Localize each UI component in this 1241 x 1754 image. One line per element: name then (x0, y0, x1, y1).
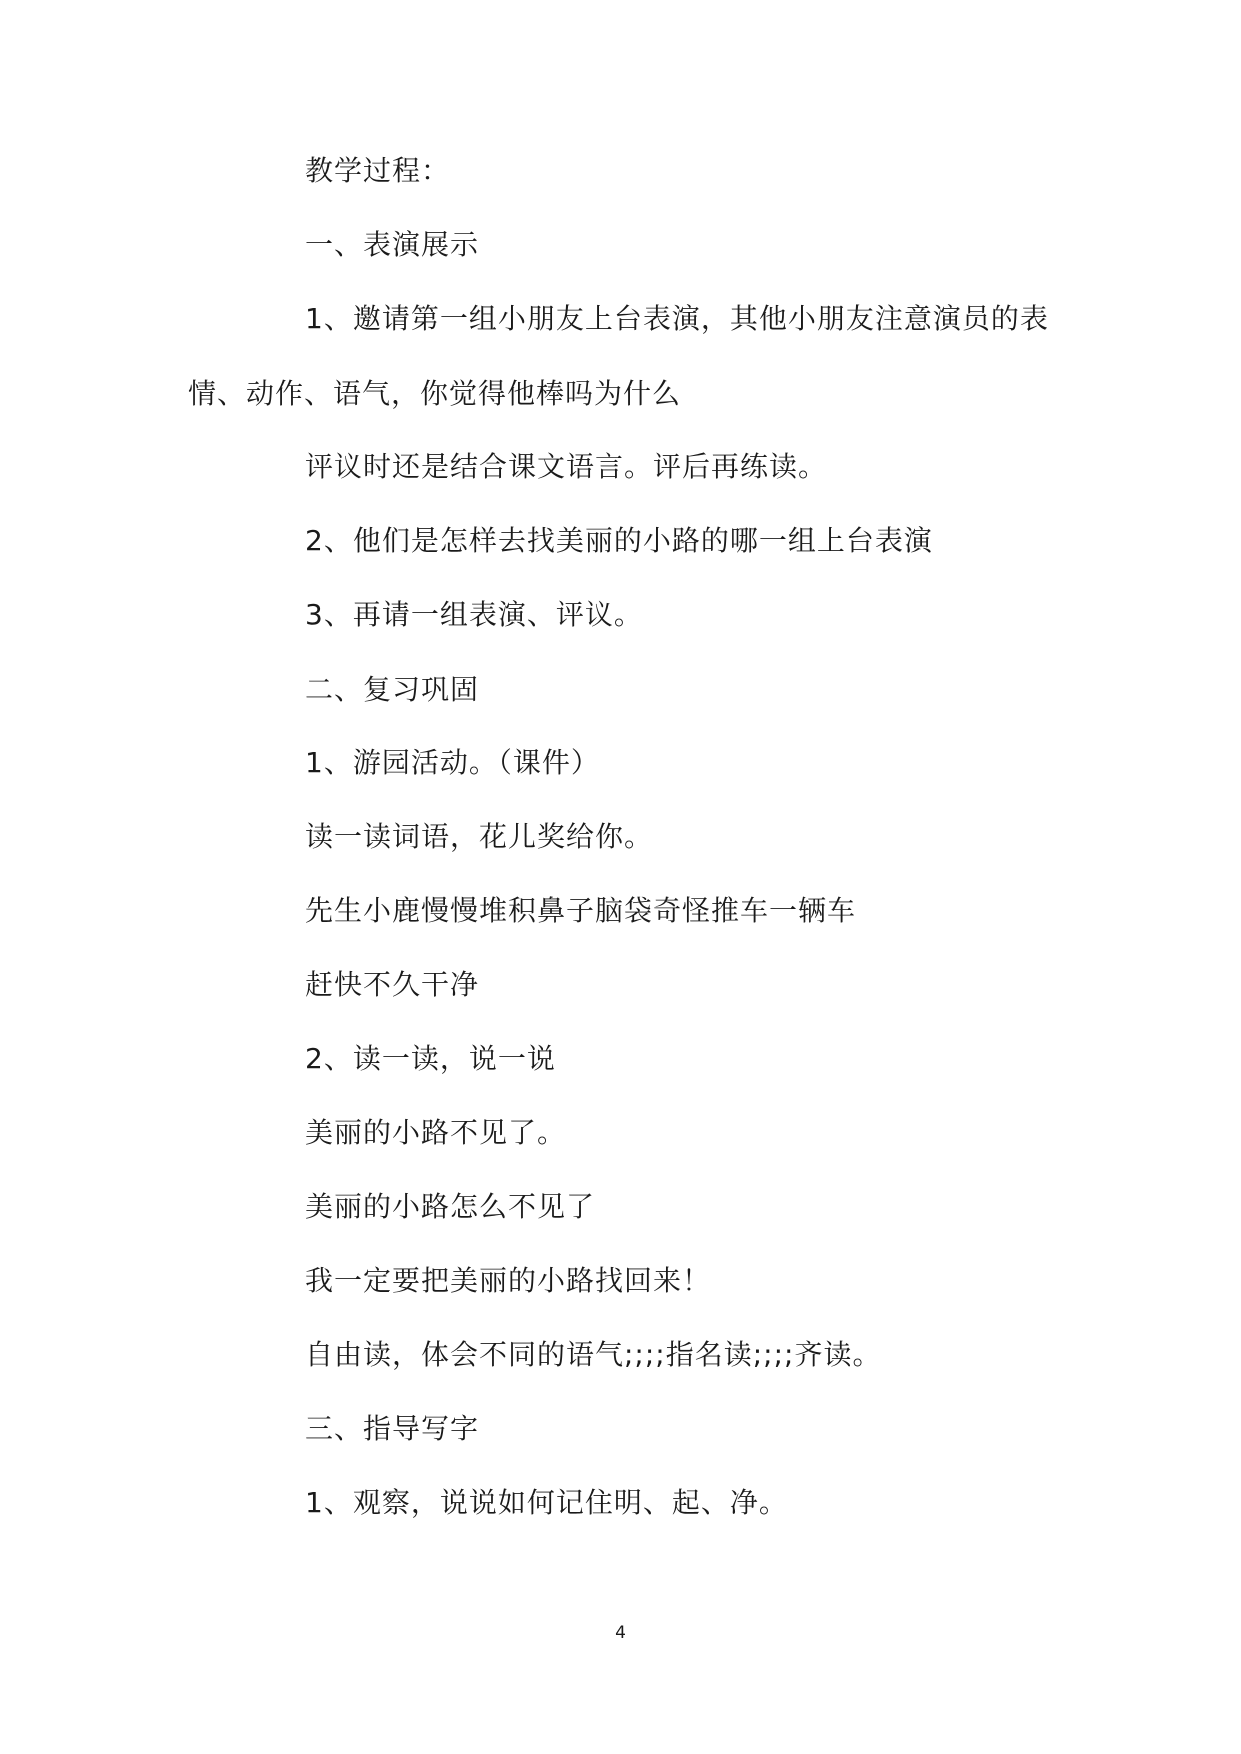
example-sentence: 美丽的小路不见了。 (305, 1116, 567, 1149)
page-number: 4 (615, 1623, 626, 1643)
paragraph-line: 1、游园活动。（课件） (305, 746, 600, 779)
paragraph-line: 读一读词语，花儿奖给你。 (305, 820, 654, 853)
section-heading-review: 二、复习巩固 (305, 673, 480, 706)
example-sentence: 我一定要把美丽的小路找回来！ (305, 1264, 712, 1297)
section-heading-teaching-process: 教学过程： (305, 154, 451, 187)
section-heading-writing: 三、指导写字 (305, 1412, 480, 1445)
vocabulary-line: 先生小鹿慢慢堆积鼻子脑袋奇怪推车一辆车 (305, 894, 857, 927)
paragraph-line: 2、读一读，说一说 (305, 1042, 556, 1075)
paragraph-line: 2、他们是怎样去找美丽的小路的哪一组上台表演 (305, 524, 933, 557)
paragraph-line: 1、观察，说说如何记住明、起、净。 (305, 1486, 788, 1519)
paragraph-line: 3、再请一组表演、评议。 (305, 598, 643, 631)
paragraph-line-continued: 情、动作、语气，你觉得他棒吗为什么 (188, 377, 682, 410)
section-heading-performance: 一、表演展示 (305, 228, 480, 261)
paragraph-line: 评议时还是结合课文语言。评后再练读。 (305, 450, 828, 483)
example-sentence: 美丽的小路怎么不见了 (305, 1190, 596, 1223)
paragraph-line: 1、邀请第一组小朋友上台表演，其他小朋友注意演员的表 (305, 302, 1049, 335)
vocabulary-line: 赶快不久干净 (305, 968, 480, 1001)
paragraph-line: 自由读，体会不同的语气;;;;指名读;;;;齐读。 (305, 1338, 882, 1371)
